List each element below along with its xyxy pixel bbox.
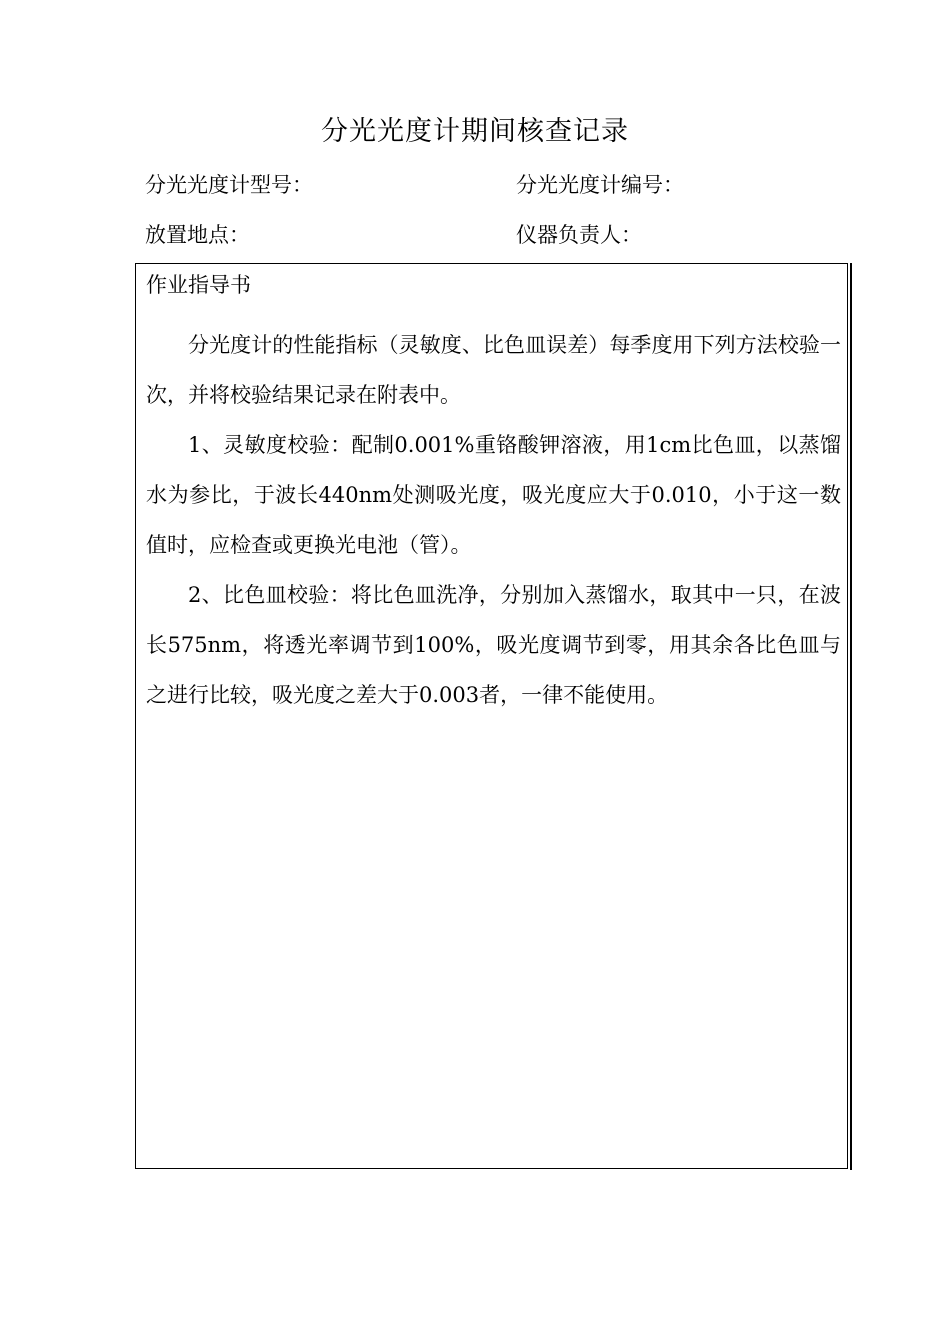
instruction-paragraph-cuvette: 2、比色皿校验：将比色皿洗净，分别加入蒸馏水，取其中一只，在波长575nm，将透光率调节到100%，吸光度调节到零，用其余各比色皿与之进行比较，吸光度之差大于0.003者，一律不能使用。 bbox=[146, 583, 841, 707]
serial-number-label: 分光光度计编号： bbox=[516, 173, 684, 197]
work-instruction-heading: 作业指导书 bbox=[146, 273, 251, 297]
work-instruction-box bbox=[135, 263, 848, 1169]
responsible-person-label: 仪器负责人： bbox=[516, 223, 642, 247]
location-label: 放置地点： bbox=[145, 223, 250, 247]
instruction-paragraph-intro: 分光度计的性能指标（灵敏度、比色皿误差）每季度用下列方法校验一次，并将校验结果记录在附表中。 bbox=[146, 333, 841, 407]
instruction-paragraph-sensitivity: 1、灵敏度校验：配制0.001%重铬酸钾溶液，用1cm比色皿，以蒸馏水为参比，于波长440nm处测吸光度，吸光度应大于0.010，小于这一数值时，应检查或更换光电池（管）。 bbox=[146, 433, 841, 557]
page-title: 分光光度计期间核查记录 bbox=[321, 116, 629, 147]
box-double-border bbox=[850, 263, 852, 1170]
work-instruction-body bbox=[146, 320, 841, 720]
model-label: 分光光度计型号： bbox=[145, 173, 313, 197]
